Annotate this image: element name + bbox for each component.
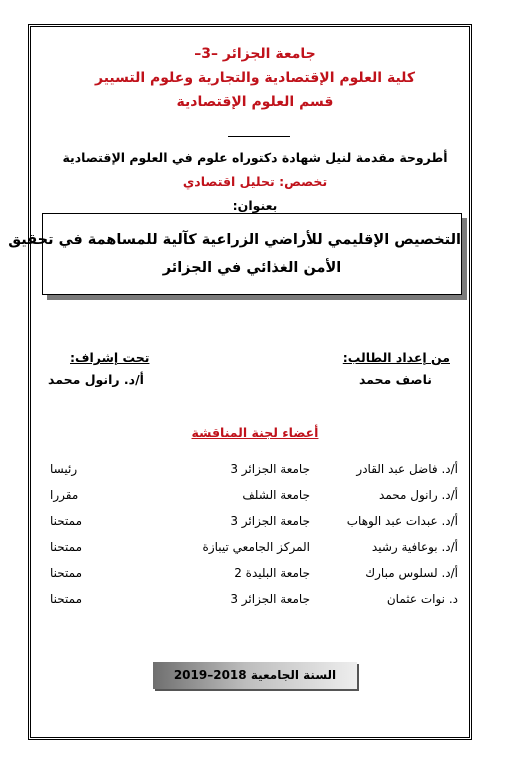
member-institution: جامعة الجزائر 3 [230,592,310,606]
member-role: ممتحنا [50,592,83,606]
member-name: د. نوات عثمان [386,592,458,606]
member-role: ممتحنا [50,514,83,528]
thesis-title-box [8,213,462,295]
student-name: ناصف محمد [358,372,432,387]
department-name: قسم العلوم الإقتصادية [176,94,334,110]
separator-line [228,136,290,137]
member-institution: جامعة الجزائر 3 [230,514,310,528]
member-institution: جامعة الشلف [242,488,310,502]
member-institution: المركز الجامعي تيبازة [202,540,310,554]
thesis-title-line1: التخصيص الإقليمي للأراضي الزراعية كآلية للمساهمة في تحقيق [8,232,461,248]
university-name: جامعة الجزائر –3– [194,46,316,62]
title-label: بعنوان: [232,198,278,213]
student-label: من إعداد الطالب: [342,350,450,365]
member-institution: جامعة الجزائر 3 [230,462,310,476]
member-role: رئيسا [50,462,78,476]
member-name: أ/د. رانول محمد [379,488,458,502]
member-name: أ/د. فاضل عبد القادر [356,462,458,476]
committee-row [40,566,460,582]
specialty: تخصص: تحليل اقتصادي [182,174,328,189]
committee-heading: أعضاء لجنة المناقشة [191,425,319,440]
faculty-name: كلية العلوم الإقتصادية والتجارية وعلوم التسيير [94,70,416,86]
member-name: أ/د. بوعافية رشيد [371,540,458,554]
academic-year: السنة الجامعية 2018–2019 [153,662,357,689]
member-institution: جامعة البليدة 2 [234,566,310,580]
committee-row [40,488,460,504]
committee-row [40,540,460,556]
supervisor-name: أ/د. رانول محمد [48,372,144,387]
member-role: ممتحنا [50,540,83,554]
thesis-title-line2: الأمن الغذائي في الجزائر [162,260,342,276]
supervisor-label: تحت إشراف: [70,350,150,365]
committee-row [40,592,460,608]
committee-row [40,462,460,478]
degree-statement: أطروحة مقدمة لنيل شهادة دكتوراه علوم في العلوم الإقتصادية [62,150,448,165]
member-name: أ/د. عبدات عبد الوهاب [346,514,458,528]
committee-row [40,514,460,530]
member-role: ممتحنا [50,566,83,580]
member-name: أ/د. لسلوس مبارك [365,566,458,580]
member-role: مقررا [50,488,79,502]
